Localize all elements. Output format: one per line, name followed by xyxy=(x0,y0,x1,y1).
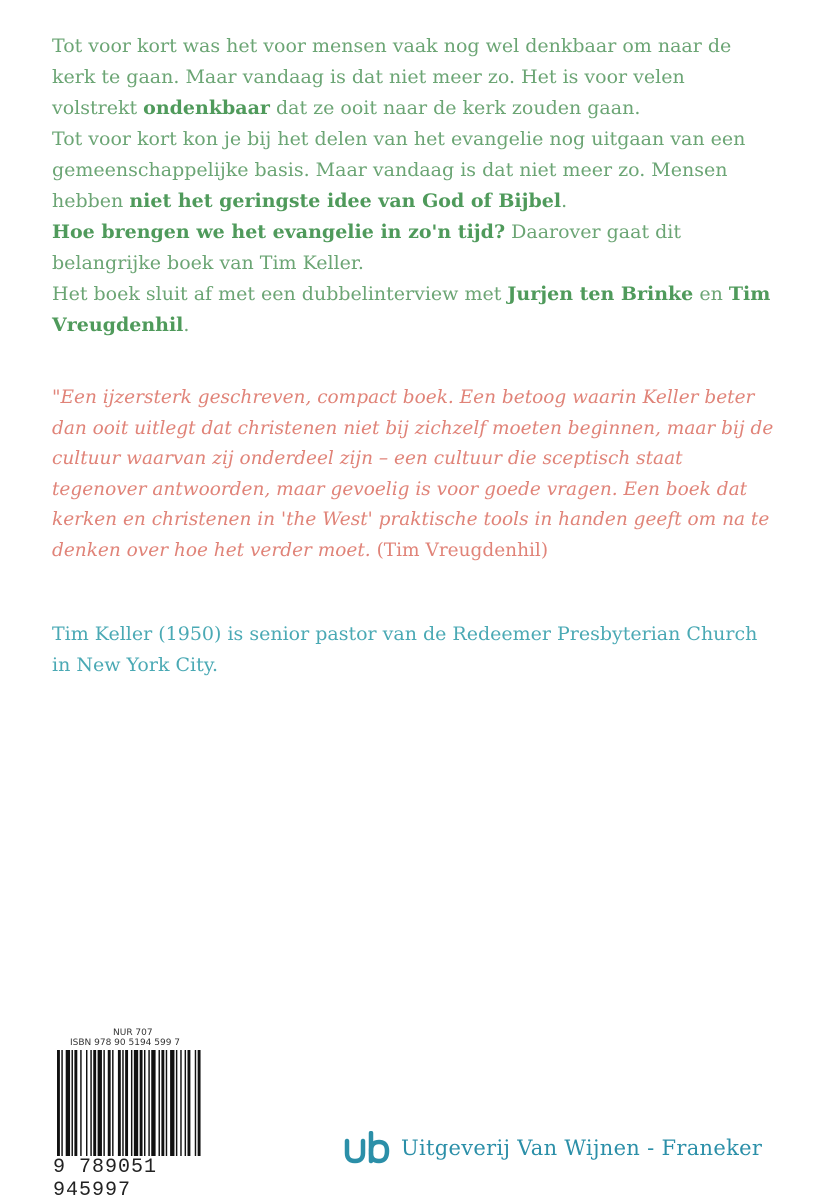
blurb-text-4-mid: en xyxy=(693,283,729,305)
barcode-bar xyxy=(112,1050,113,1158)
blurb-text-2-end: . xyxy=(561,190,568,212)
quote-text: "Een ijzersterk geschreven, compact boek. Een betoog waarin Keller beter dan ooit uitlegt dat christenen niet bij zichzelf moeten beginnen, maar bij de cultuur waarvan zij onderdeel zijn – een cultuur die sceptisch staat tegenover antwoorden, maar gevoelig is voor goede vragen. Een boek dat kerken en christenen in 'the West' praktische tools in handen geeft om na te denken over hoe het verder moet. xyxy=(52,387,774,561)
barcode-bar xyxy=(144,1050,145,1158)
bio-text: Tim Keller (1950) is senior pastor van de Redeemer Presbyterian Church in New York City. xyxy=(52,623,758,676)
barcode-bar xyxy=(170,1050,174,1158)
blurb-text-4: Het boek sluit af met een dubbelinterview met xyxy=(52,283,508,305)
barcode-bar xyxy=(125,1050,128,1158)
barcode-bar xyxy=(72,1050,73,1158)
barcode-bar xyxy=(134,1050,138,1158)
barcode-bar xyxy=(188,1050,191,1158)
barcode-bar xyxy=(61,1050,62,1158)
barcode-bar xyxy=(185,1050,186,1158)
barcode-bar xyxy=(151,1050,155,1158)
author-bio xyxy=(52,619,772,681)
barcode-bar xyxy=(103,1050,104,1158)
barcode-bar xyxy=(122,1050,123,1158)
barcode-bar xyxy=(86,1050,87,1158)
barcode-bar xyxy=(159,1050,160,1158)
quote-attribution: (Tim Vreugdenhil) xyxy=(370,539,549,561)
barcode-bar xyxy=(198,1050,201,1158)
blurb-bold-ondenkbaar: ondenkbaar xyxy=(143,97,270,119)
endorsement-quote xyxy=(52,383,782,566)
barcode-bar xyxy=(166,1050,167,1158)
blurb-text-1-end: dat ze ooit naar de kerk zouden gaan. xyxy=(269,97,641,119)
barcode-bar xyxy=(57,1050,60,1158)
barcode-bar xyxy=(108,1050,111,1158)
blurb-bold-vreugdenhil: Tim Vreugdenhil xyxy=(52,283,771,336)
quote-paragraph xyxy=(52,383,782,566)
barcode-digits: 9 789051 945997 xyxy=(53,1156,243,1202)
barcode-bar xyxy=(195,1050,196,1158)
barcode-bar xyxy=(176,1050,177,1158)
blurb-bold-brinke: Jurjen ten Brinke xyxy=(507,283,694,305)
ub-logo-icon xyxy=(343,1131,391,1165)
publisher xyxy=(343,1128,762,1168)
blurb-paragraph-2 xyxy=(52,124,772,217)
barcode-bar xyxy=(140,1050,143,1158)
blurb-text xyxy=(52,31,772,341)
barcode xyxy=(57,1050,242,1158)
blurb-paragraph-1 xyxy=(52,31,772,124)
blurb-text-2: Tot voor kort kon je bij het delen van het evangelie nog uitgaan van een gemeenschappelijke basis. Maar vandaag is dat niet meer zo. Mensen hebben xyxy=(52,128,746,212)
isbn-text: ISBN 978 90 5194 599 7 xyxy=(70,1038,181,1048)
barcode-bar xyxy=(80,1050,81,1158)
blurb-paragraph-4 xyxy=(52,279,772,341)
barcode-bar xyxy=(131,1050,132,1158)
barcode-bar xyxy=(66,1050,70,1158)
blurb-text-3-end: Daarover gaat dit belangrijke boek van Tim Keller. xyxy=(52,221,682,274)
barcode-bar xyxy=(118,1050,121,1158)
blurb-paragraph-3 xyxy=(52,217,772,279)
barcode-bar xyxy=(93,1050,96,1158)
barcode-bar xyxy=(180,1050,181,1158)
publisher-name: Uitgeverij Van Wijnen - Franeker xyxy=(401,1136,763,1160)
barcode-bar xyxy=(148,1050,149,1158)
nur-code: NUR 707 xyxy=(113,1028,153,1038)
blurb-text-1: Tot voor kort was het voor mensen vaak nog wel denkbaar om naar de kerk te gaan. Maar vandaag is dat niet meer zo. Het is voor velen volstrekt xyxy=(52,35,732,119)
blurb-bold-god: niet het geringste idee van God of Bijbel xyxy=(129,190,562,212)
barcode-bar xyxy=(90,1050,91,1158)
blurb-text-4-end: . xyxy=(183,314,190,336)
barcode-bar xyxy=(98,1050,102,1158)
barcode-bar xyxy=(161,1050,164,1158)
barcode-bar xyxy=(74,1050,77,1158)
blurb-bold-question: Hoe brengen we het evangelie in zo'n tijd? xyxy=(52,221,506,243)
